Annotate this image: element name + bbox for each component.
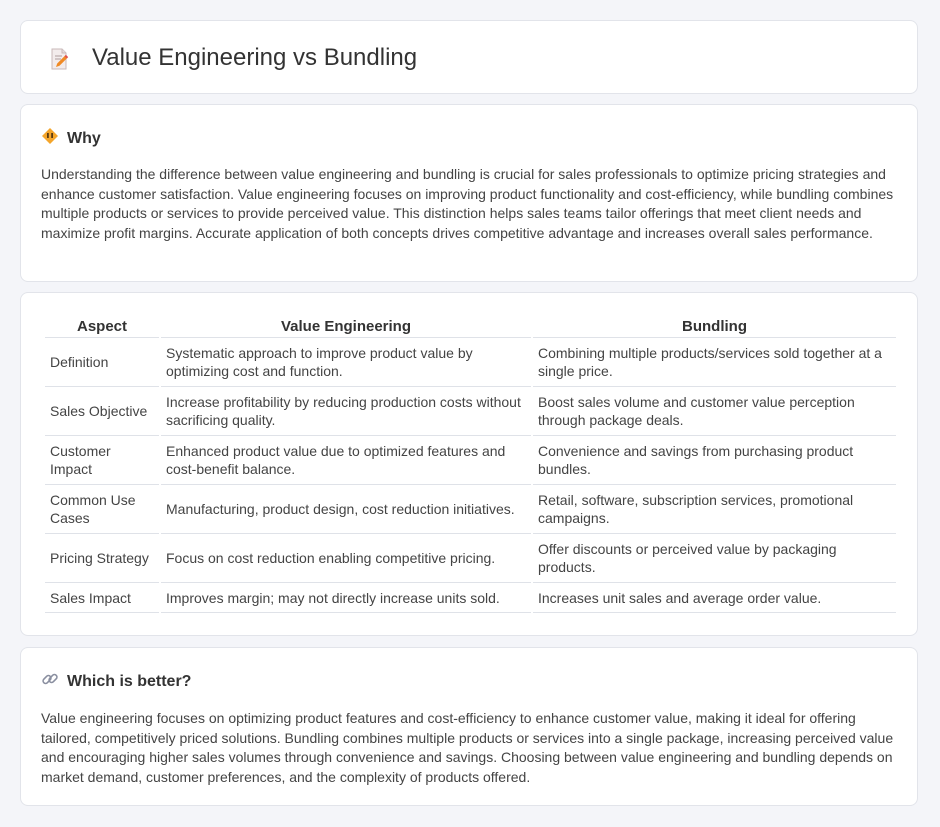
table-row bbox=[45, 436, 896, 485]
table-row bbox=[45, 387, 896, 436]
better-heading bbox=[41, 670, 191, 693]
row-bundling: Convenience and savings from purchasing product bundles. bbox=[533, 436, 896, 485]
why-text: Understanding the difference between value engineering and bundling is crucial for sales professionals to optimize pricing strategies and enhance customer satisfaction. Value engineering focuses on improving product functionality and cost-efficiency, while bundling combines multiple products or services to provide perceived value. This distinction helps sales teams tailor offerings that meet client needs and maximize profit margins. Accurate application of both concepts drives competitive advantage and increases overall sales performance. bbox=[41, 166, 894, 241]
row-value-engineering: Enhanced product value due to optimized features and cost-benefit balance. bbox=[161, 436, 531, 485]
table-row bbox=[45, 338, 896, 387]
row-aspect: Pricing Strategy bbox=[45, 534, 159, 583]
link-icon bbox=[41, 670, 59, 693]
document-edit-icon bbox=[47, 47, 71, 71]
row-value-engineering: Improves margin; may not directly increase units sold. bbox=[161, 583, 531, 613]
row-bundling: Boost sales volume and customer value perception through package deals. bbox=[533, 387, 896, 436]
better-text: Value engineering focuses on optimizing product features and cost-efficiency to enhance customer value, making it ideal for offering tailored, competitively priced solutions. Bundling combines multiple products or services into a single package, increasing perceived value and encouraging higher sales volumes through convenience and savings. Choosing between value engineering and bundling depends on market demand, customer preferences, and the complexity of products offered. bbox=[41, 710, 894, 785]
row-bundling: Retail, software, subscription services, promotional campaigns. bbox=[533, 485, 896, 534]
row-bundling: Combining multiple products/services sold together at a single price. bbox=[533, 338, 896, 387]
row-value-engineering: Focus on cost reduction enabling competitive pricing. bbox=[161, 534, 531, 583]
why-title: Why bbox=[67, 129, 101, 147]
comparison-section bbox=[20, 292, 918, 636]
comparison-table bbox=[43, 315, 898, 613]
row-bundling: Increases unit sales and average order value. bbox=[533, 583, 896, 613]
header-aspect: Aspect bbox=[45, 315, 159, 338]
table-header-row bbox=[45, 315, 896, 338]
row-aspect: Definition bbox=[45, 338, 159, 387]
row-aspect: Sales Objective bbox=[45, 387, 159, 436]
header-value-engineering: Value Engineering bbox=[161, 315, 531, 338]
better-title: Which is better? bbox=[67, 672, 192, 690]
why-section bbox=[20, 104, 918, 282]
header-bundling: Bundling bbox=[533, 315, 896, 338]
why-heading bbox=[41, 127, 101, 150]
row-aspect: Sales Impact bbox=[45, 583, 159, 613]
diamond-warning-icon bbox=[41, 127, 59, 150]
row-value-engineering: Manufacturing, product design, cost reduction initiatives. bbox=[161, 485, 531, 534]
table-row bbox=[45, 583, 896, 613]
header-card bbox=[20, 20, 918, 94]
row-value-engineering: Systematic approach to improve product value by optimizing cost and function. bbox=[161, 338, 531, 387]
table-row bbox=[45, 534, 896, 583]
which-better-section bbox=[20, 647, 918, 806]
row-aspect: Customer Impact bbox=[45, 436, 159, 485]
row-value-engineering: Increase profitability by reducing production costs without sacrificing quality. bbox=[161, 387, 531, 436]
table-row bbox=[45, 485, 896, 534]
row-bundling: Offer discounts or perceived value by packaging products. bbox=[533, 534, 896, 583]
page-title: Value Engineering vs Bundling bbox=[92, 44, 418, 71]
row-aspect: Common Use Cases bbox=[45, 485, 159, 534]
